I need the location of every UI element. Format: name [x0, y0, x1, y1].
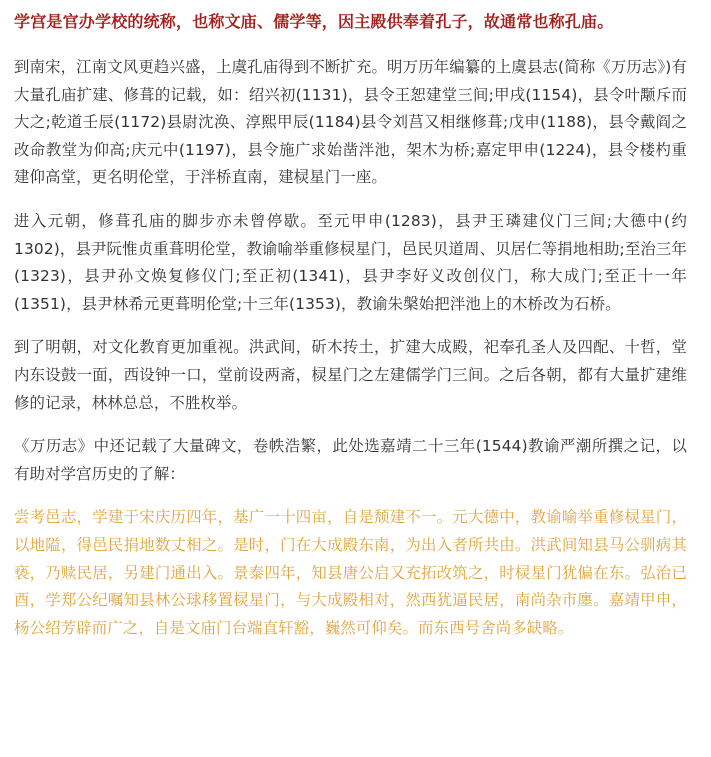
- paragraph-wanli-records: 《万历志》中还记载了大量碑文，卷帙浩繁，此处选嘉靖二十三年(1544)教谕严潮所撰之记，以有助对学宫历史的了解：: [14, 437, 687, 483]
- quoted-inscription: 尝考邑志，学建于宋庆历四年，基广一十四亩，自是颓建不一。元大德中，教谕喻举重修棂星门，以地隘，得邑民捐地数丈相之。是时，门在大成殿东南，为出入者所共由。洪武间知县马公驯病其亵，乃赎民居，另建门通出入。景泰四年，知县唐公启又充拓改筑之，时棂星门犹偏在东。弘治已酉，学郑公纪嘱知县林公球移置棂星门，与大成殿相对，然西犹逼民居，南尚杂市廛。嘉靖甲申，杨公绍芳辟而广之，自是文庙门台端直轩豁，巍然可仰矣。而东西号舍尚多缺略。: [14, 508, 687, 637]
- paragraph-yuan-dynasty: 进入元朝，修葺孔庙的脚步亦未曾停歇。至元甲申(1283)，县尹王璘建仪门三间;大德中(约1302)，县尹阮惟贞重葺明伦堂，教谕喻举重修棂星门，邑民贝道周、贝居仁等捐地相助;至治三年(1323)，县尹孙文焕复修仪门;至正初(1341)，县尹李好义改创仪门，称大成门;至正十一年(1351)，县尹林希元更葺明伦堂;十三年(1353)，教谕朱槃始把泮池上的木桥改为石桥。: [14, 211, 687, 313]
- article-heading: 学宫是官办学校的统称，也称文庙、儒学等，因主殿供奉着孔子，故通常也称孔庙。: [14, 12, 614, 31]
- paragraph-southern-song: 到南宋，江南文风更趋兴盛，上虞孔庙得到不断扩充。明万历年编纂的上虞县志(简称《万历志》)有大量孔庙扩建、修葺的记载，如：绍兴初(1131)，县令王恕建堂三间;甲戌(1154)，县令叶颙斥而大之;乾道壬辰(1172)县尉沈涣、淳熙甲辰(1184)县令刘莒又相继修葺;戊申(1188)，县令戴阎之改命教堂为仰高;庆元中(1197)，县令施广求始凿泮池，架木为桥;嘉定甲申(1224)，县令楼杓重建仰高堂，更名明伦堂，于泮桥直南，建棂星门一座。: [14, 58, 687, 187]
- paragraph-ming-dynasty: 到了明朝，对文化教育更加重视。洪武间，斫木抟土，扩建大成殿，祀奉孔圣人及四配、十哲，堂内东设鼓一面，西设钟一口，堂前设两斋，棂星门之左建儒学门三间。之后各朝，都有大量扩建维修的记录，林林总总，不胜枚举。: [14, 338, 687, 412]
